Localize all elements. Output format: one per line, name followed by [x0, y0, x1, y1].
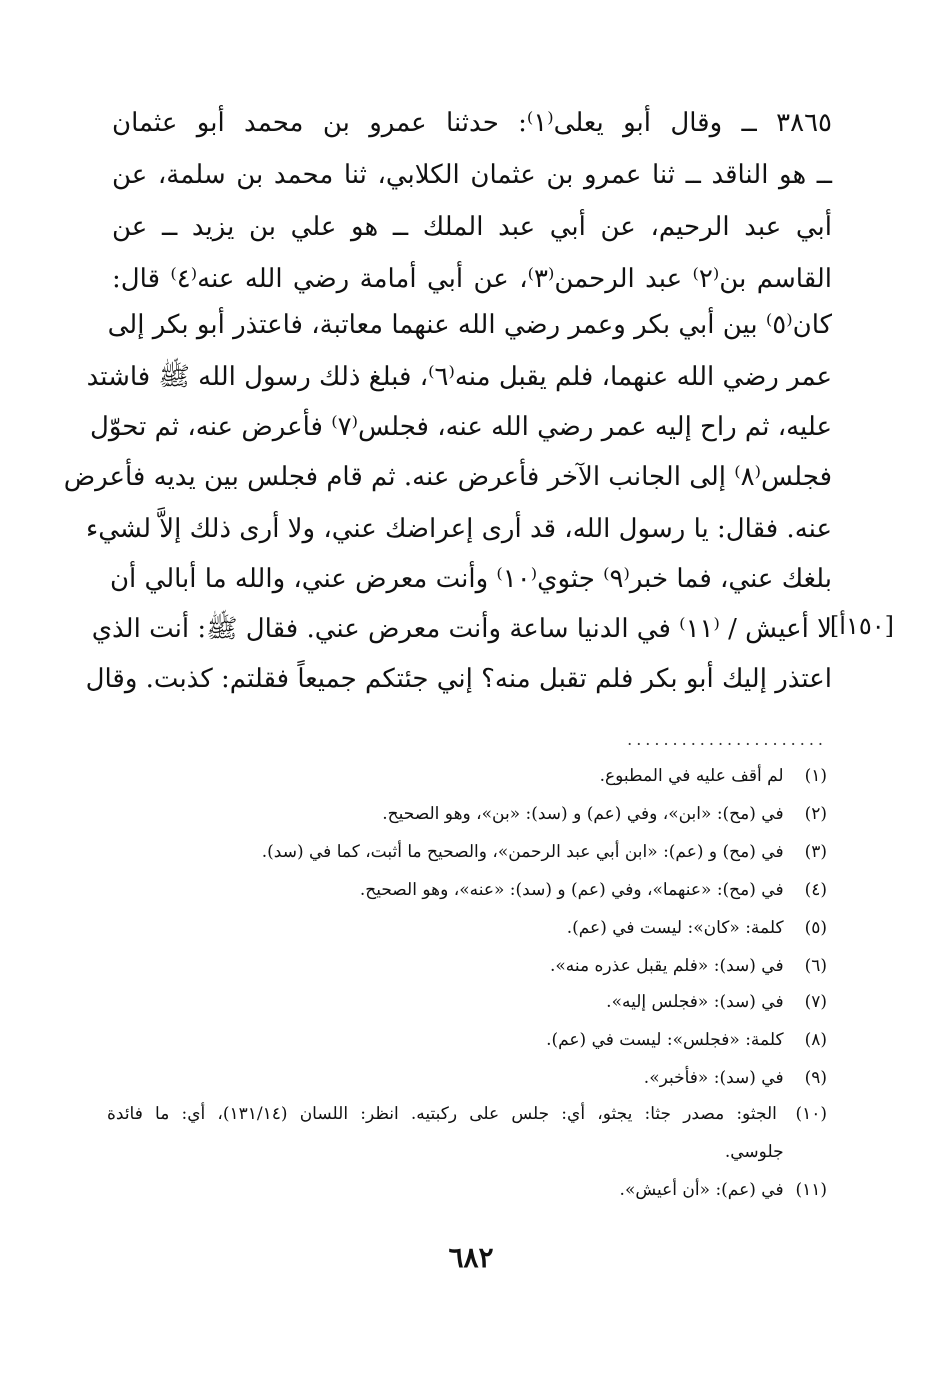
- footnote-number: (٧): [804, 992, 827, 1012]
- footnote-text: في (مح): «عنهما»، وفي (عم) و (سد): «عنه»، وهو الصحيح.: [359, 880, 784, 900]
- footnote-text: كلمة: «كان»: ليست في (عم).: [566, 918, 784, 938]
- main-text-line: ٣٨٦٥ ــ وقال أبو يعلى⁽١⁾: حدثنا عمرو بن محمد أبو عثمان: [112, 108, 832, 138]
- main-text-line: القاسم بن⁽٢⁾ عبد الرحمن⁽٣⁾، عن أبي أمامة رضي الله عنه⁽٤⁾ قال:: [112, 264, 833, 294]
- main-text-line: عنه. فقال: يا رسول الله، قد أرى إعراضك عني، ولا أرى ذلك إلاَّ لشيء: [86, 514, 832, 544]
- footnote-text: جلوسي.: [724, 1142, 784, 1162]
- page-number: ٦٨٢: [448, 1241, 494, 1274]
- main-text-line: ــ هو الناقد ــ ثنا عمرو بن عثمان الكلابي، ثنا محمد بن سلمة، عن: [112, 160, 832, 190]
- main-text-line: كان⁽٥⁾ بين أبي بكر وعمر رضي الله عنهما معاتبة، فاعتذر أبو بكر إلى: [107, 310, 832, 340]
- footnote-number: (١١): [795, 1180, 827, 1200]
- footnote-text: في (عم): «أن أعيش».: [619, 1180, 784, 1200]
- footnote-separator: ......................: [627, 730, 827, 749]
- footnote: [107, 1066, 827, 1090]
- footnote-text: في (سد): «فجلس إليه».: [606, 992, 784, 1012]
- folio-margin-note: [١٥٠أ]: [829, 612, 894, 640]
- footnote-number: (٥): [804, 918, 827, 938]
- footnote: [107, 840, 827, 864]
- footnote: [107, 916, 827, 940]
- footnote-text: لم أقف عليه في المطبوع.: [599, 766, 784, 786]
- footnote: [107, 954, 827, 978]
- main-text-line: أبي عبد الرحيم، عن أبي عبد الملك ــ هو علي بن يزيد ــ عن: [112, 212, 832, 242]
- footnote-number: (١): [804, 766, 827, 786]
- footnote-continuation: [107, 1140, 827, 1164]
- footnote: [107, 990, 827, 1014]
- footnote-number: (٤): [804, 880, 827, 900]
- footnote: [107, 1028, 827, 1052]
- footnote-number: (٨): [804, 1030, 827, 1050]
- footnote-text: في (مح): «ابن»، وفي (عم) و (سد): «بن»، وهو الصحيح.: [382, 804, 784, 824]
- footnote: [107, 1178, 827, 1202]
- main-text-line: اعتذر إليك أبو بكر فلم تقبل منه؟ إني جئتكم جميعاً فقلتم: كذبت. وقال: [85, 664, 832, 694]
- footnote-number: (٩): [804, 1068, 827, 1088]
- footnote-text: في (مح) و (عم): «ابن أبي عبد الرحمن»، والصحيح ما أثبت، كما في (سد).: [261, 842, 784, 862]
- footnote-number: (٦): [804, 956, 827, 976]
- footnote-text: الجثو: مصدر جثا: يجثو، أي: جلس على ركبتيه. انظر: اللسان (١٣١/١٤)، أي: ما فائدة: [107, 1104, 777, 1124]
- main-text-line: بلغك عني، فما خبر⁽٩⁾ جثوي⁽١٠⁾ وأنت معرض عني، والله ما أبالي أن: [109, 564, 832, 594]
- footnote: [107, 764, 827, 788]
- footnote-text: في (سد): «فأخبر».: [643, 1068, 784, 1088]
- footnote: [107, 878, 827, 902]
- footnote-text: في (سد): «فلم يقبل عذره منه».: [549, 956, 784, 976]
- footnote: [107, 1102, 827, 1126]
- footnote-number: (١٠): [795, 1104, 828, 1124]
- footnote: [107, 802, 827, 826]
- main-text-line: عليه، ثم راح إليه عمر رضي الله عنه، فجلس⁽٧⁾ فأعرض عنه، ثم تحوّل: [89, 412, 832, 442]
- main-text-line: لا أعيش / ⁽١١⁾ في الدنيا ساعة وأنت معرض عني. فقال ﷺ: أنت الذي: [91, 614, 832, 644]
- footnote-number: (٢): [804, 804, 827, 824]
- main-text-line: عمر رضي الله عنهما، فلم يقبل منه⁽٦⁾، فبلغ ذلك رسول الله ﷺ فاشتد: [86, 362, 832, 392]
- footnote-text: كلمة: «فجلس»: ليست في (عم).: [546, 1030, 784, 1050]
- main-text-line: فجلس⁽٨⁾ إلى الجانب الآخر فأعرض عنه. ثم قام فجلس بين يديه فأعرض: [63, 462, 832, 492]
- footnote-number: (٣): [804, 842, 827, 862]
